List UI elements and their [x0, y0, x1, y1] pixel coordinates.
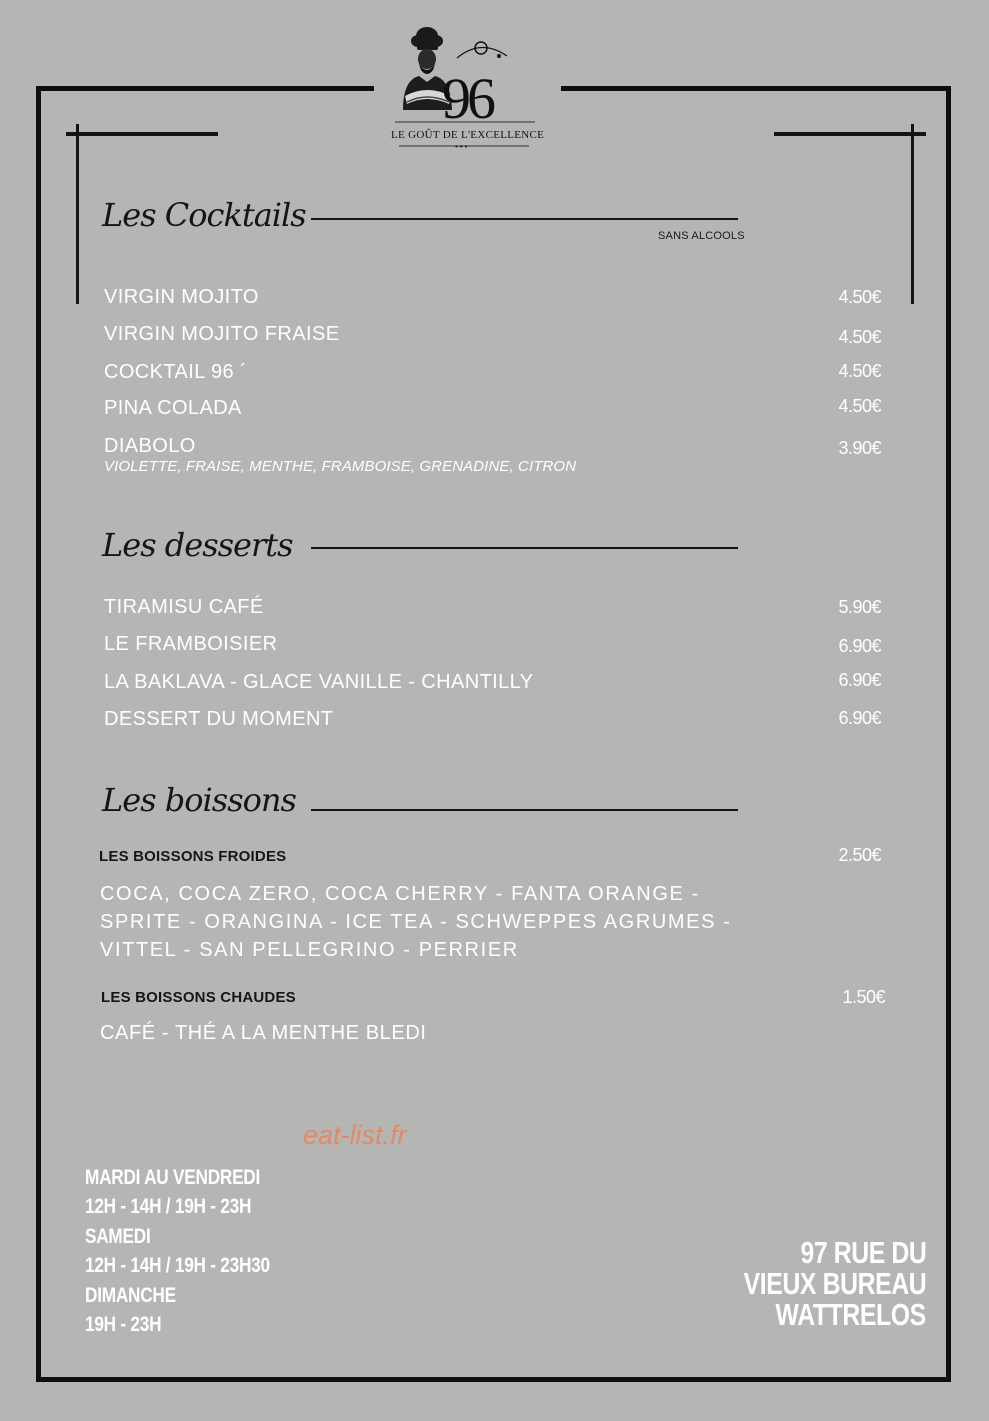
menu-item-name: DESSERT DU MOMENT — [104, 708, 334, 730]
section-rule-boissons — [311, 809, 738, 811]
menu-item-price: 4.50€ — [838, 327, 881, 347]
section-rule-cocktails — [311, 218, 738, 220]
section-title-boissons: Les boissons — [102, 781, 296, 819]
hours-line: DIMANCHE — [85, 1284, 176, 1307]
boissons-chaudes-price: 1.50€ — [842, 987, 885, 1007]
frame-left — [36, 86, 41, 1382]
frame-bottom — [36, 1377, 951, 1382]
menu-item-name: COCKTAIL 96 ´ — [104, 361, 248, 383]
frame-top-left — [36, 86, 374, 91]
hours-line: SAMEDI — [85, 1225, 151, 1248]
address-line: VIEUX BUREAU — [743, 1266, 926, 1301]
menu-item-name: DIABOLO — [104, 435, 196, 457]
menu-item-price: 4.50€ — [838, 287, 881, 307]
address-line: 97 RUE DU — [800, 1235, 926, 1270]
bracket-right-vertical — [911, 124, 914, 304]
logo-number: 96 — [442, 66, 492, 131]
menu-item-price: 6.90€ — [838, 636, 881, 656]
menu-item-name: PINA COLADA — [104, 397, 242, 419]
menu-item-price: 4.50€ — [838, 361, 881, 381]
menu-item-price: 4.50€ — [838, 396, 881, 416]
menu-item-price: 5.90€ — [838, 597, 881, 617]
logo-tagline: LE GOÛT DE L'EXCELLENCE — [391, 129, 545, 141]
boissons-froides-line: VITTEL - SAN PELLEGRINO - PERRIER — [100, 939, 519, 961]
address-line: WATTRELOS — [775, 1297, 926, 1332]
chef-hat-icon — [411, 27, 443, 50]
boissons-chaudes-line: CAFÉ - THÉ A LA MENTHE BLEDI — [100, 1022, 427, 1044]
section-rule-desserts — [311, 547, 738, 549]
menu-item-price: 3.90€ — [838, 438, 881, 458]
menu-item-name: LA BAKLAVA - GLACE VANILLE - CHANTILLY — [104, 671, 534, 693]
bracket-left-vertical — [76, 124, 79, 304]
hours-line: MARDI AU VENDREDI — [85, 1166, 261, 1189]
menu-item-name: VIRGIN MOJITO FRAISE — [104, 323, 340, 345]
frame-top-right — [561, 86, 951, 91]
menu-item-price: 6.90€ — [838, 670, 881, 690]
menu-item-name: VIRGIN MOJITO — [104, 286, 259, 308]
boissons-chaudes-heading: LES BOISSONS CHAUDES — [101, 989, 296, 1006]
frame-right — [946, 86, 951, 1382]
menu-item-description: VIOLETTE, FRAISE, MENTHE, FRAMBOISE, GRENADINE, CITRON — [104, 458, 577, 475]
logo-dots: ••• — [455, 142, 470, 151]
menu-item-price: 6.90€ — [838, 708, 881, 728]
boissons-froides-line: SPRITE - ORANGINA - ICE TEA - SCHWEPPES AGRUMES - — [100, 911, 732, 933]
boissons-froides-price: 2.50€ — [838, 845, 881, 865]
boissons-froides-heading: LES BOISSONS FROIDES — [99, 848, 287, 865]
bracket-left-horizontal — [66, 132, 218, 136]
section-title-desserts: Les desserts — [102, 526, 293, 564]
menu-item-name: LE FRAMBOISIER — [104, 633, 278, 655]
cocktails-note: SANS ALCOOLS — [658, 230, 745, 242]
section-title-cocktails: Les Cocktails — [102, 196, 306, 234]
hours-line: 12H - 14H / 19H - 23H30 — [85, 1254, 270, 1277]
bracket-right-horizontal — [774, 132, 926, 136]
watermark: eat-list.fr — [303, 1120, 407, 1150]
menu-item-name: TIRAMISU CAFÉ — [104, 596, 264, 618]
hours-line: 19H - 23H — [85, 1313, 162, 1336]
hours-line: 12H - 14H / 19H - 23H — [85, 1195, 252, 1218]
boissons-froides-line: COCA, COCA ZERO, COCA CHERRY - FANTA ORANGE - — [100, 883, 700, 905]
